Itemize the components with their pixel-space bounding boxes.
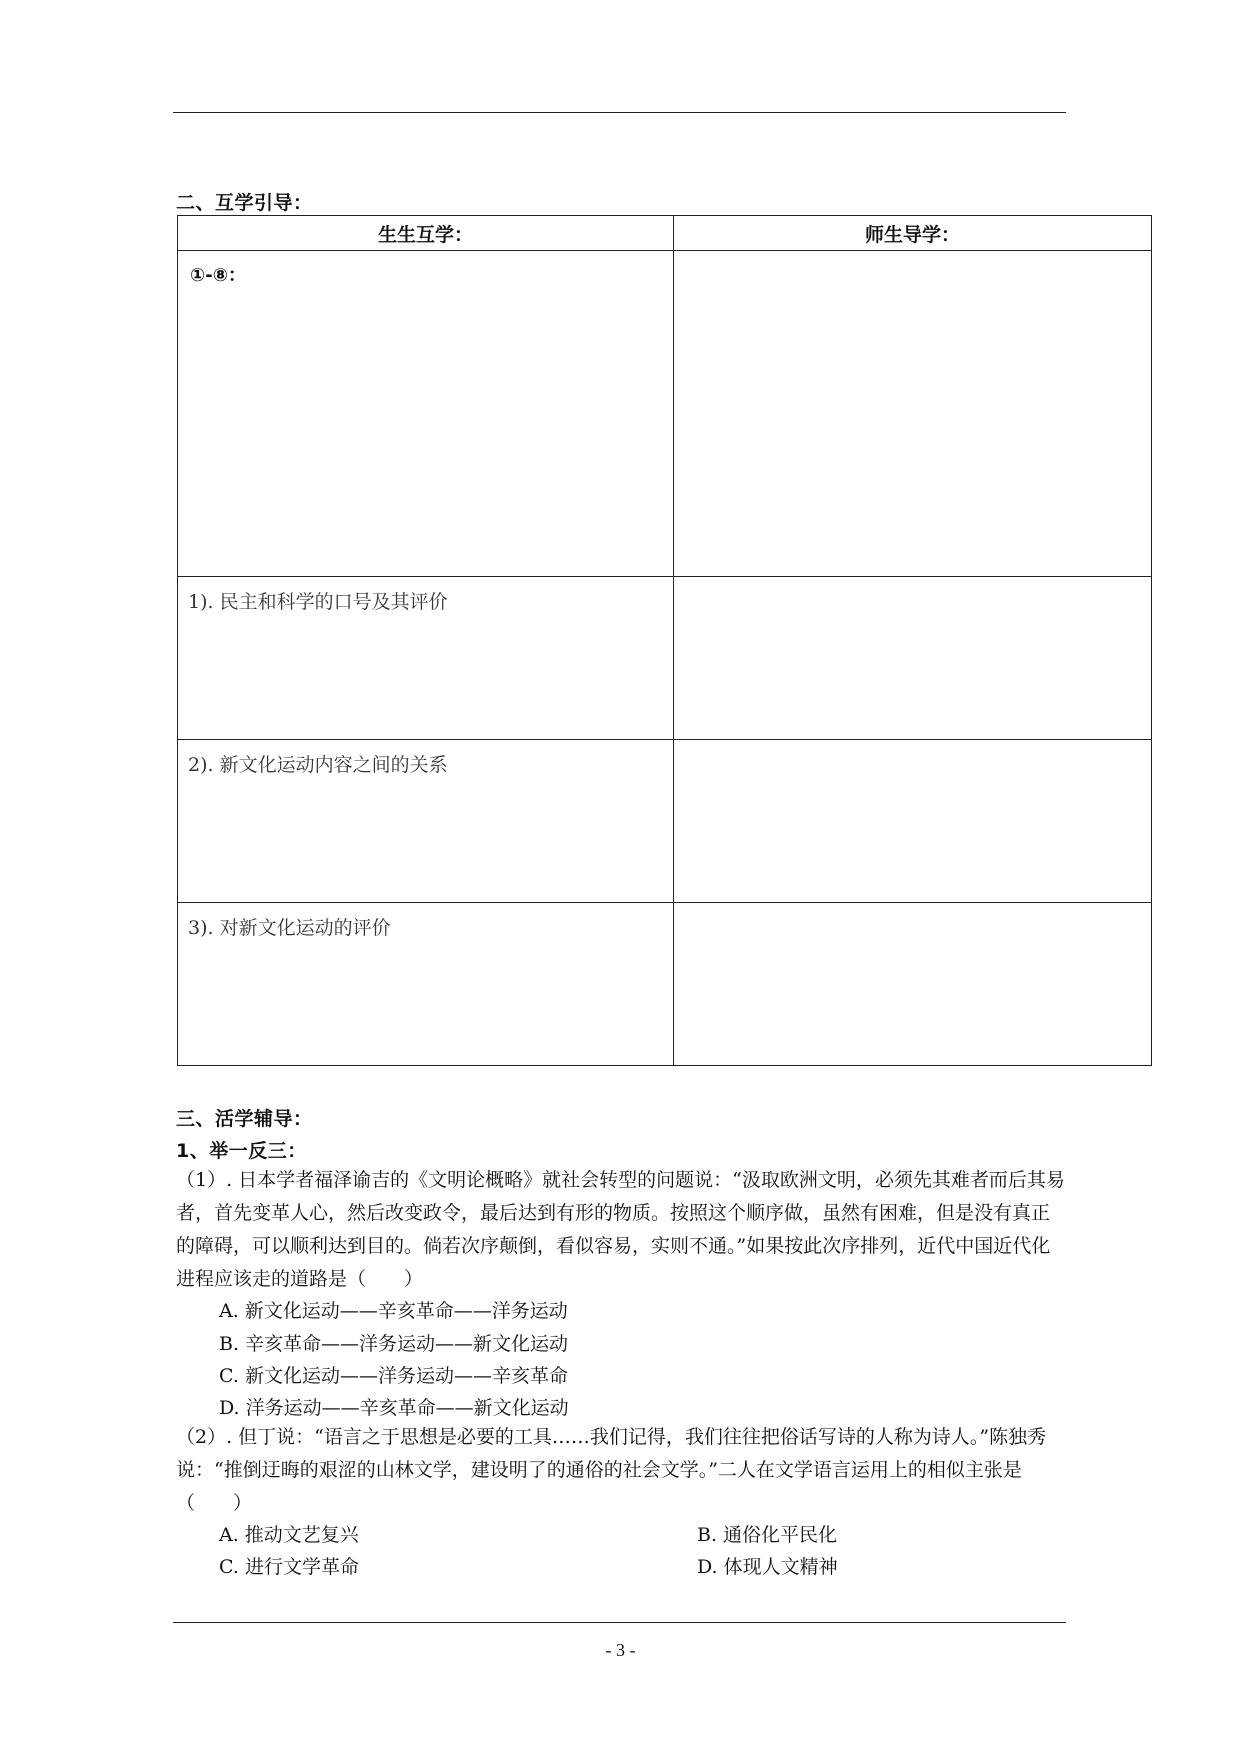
cell-label: 3). 对新文化运动的评价 [188,917,391,939]
question-1-option-b[interactable]: B. 辛亥革命——洋务运动——新文化运动 [219,1333,569,1355]
footer-rule [173,1622,1066,1623]
table-header-row [178,216,1152,251]
cell-label: ①-⑧： [190,265,246,286]
answer-cell[interactable] [178,251,674,577]
question-1-option-c[interactable]: C. 新文化运动——洋务运动——辛亥革命 [219,1365,568,1387]
guide-cell[interactable] [674,251,1152,577]
guide-cell[interactable] [674,903,1152,1066]
header-teacher-guide: 师生导学： [674,216,1152,251]
study-table [177,215,1152,1066]
section-title-active-tutoring: 三、活学辅导： [176,1108,313,1130]
question-2-option-d[interactable]: D. 体现人文精神 [697,1556,838,1578]
question-1-option-d[interactable]: D. 洋务运动——辛亥革命——新文化运动 [219,1397,569,1419]
table-row [178,577,1152,740]
table-row [178,903,1152,1066]
answer-cell[interactable] [178,740,674,903]
cell-label: 2). 新文化运动内容之间的关系 [188,754,448,776]
question-1-text: （1）. 日本学者福泽谕吉的《文明论概略》就社会转型的问题说：“汲取欧洲文明，必须先其难者而后其易者，首先变革人心，然后改变政令，最后达到有形的物质。按照这个顺序做，虽然有困难，但是没有真正的障碍，可以顺利达到目的。倘若次序颠倒，看似容易，实则不通。”如果按此次序排列，近代中国近代化进程应该走的道路是（ ） [176,1169,1065,1290]
page-number: - 3 - [605,1640,636,1660]
question-1-option-a[interactable]: A. 新文化运动——辛亥革命——洋务运动 [219,1300,568,1322]
answer-cell[interactable] [178,577,674,740]
guide-cell[interactable] [674,577,1152,740]
header-student-mutual: 生生互学： [178,216,674,251]
table-row [178,740,1152,903]
cell-label: 1). 民主和科学的口号及其评价 [188,591,448,613]
question-2-option-b[interactable]: B. 通俗化平民化 [697,1524,838,1546]
question-2-option-c[interactable]: C. 进行文学革命 [219,1556,359,1578]
table-row [178,251,1152,577]
question-2-option-a[interactable]: A. 推动文艺复兴 [219,1524,359,1546]
guide-cell[interactable] [674,740,1152,903]
answer-cell[interactable] [178,903,674,1066]
question-2-text: （2）. 但丁说：“语言之于思想是必要的工具……我们记得，我们往往把俗话写诗的人称为诗人。”陈独秀说：“推倒迂晦的艰涩的山林文学，建设明了的通俗的社会文学。”二人在文学语言运用上的相似主张是 （ ） [176,1426,1047,1514]
subsection-title: 1、举一反三： [176,1140,307,1162]
header-rule [173,112,1066,113]
section-title-mutual-guidance: 二、互学引导： [176,192,313,214]
